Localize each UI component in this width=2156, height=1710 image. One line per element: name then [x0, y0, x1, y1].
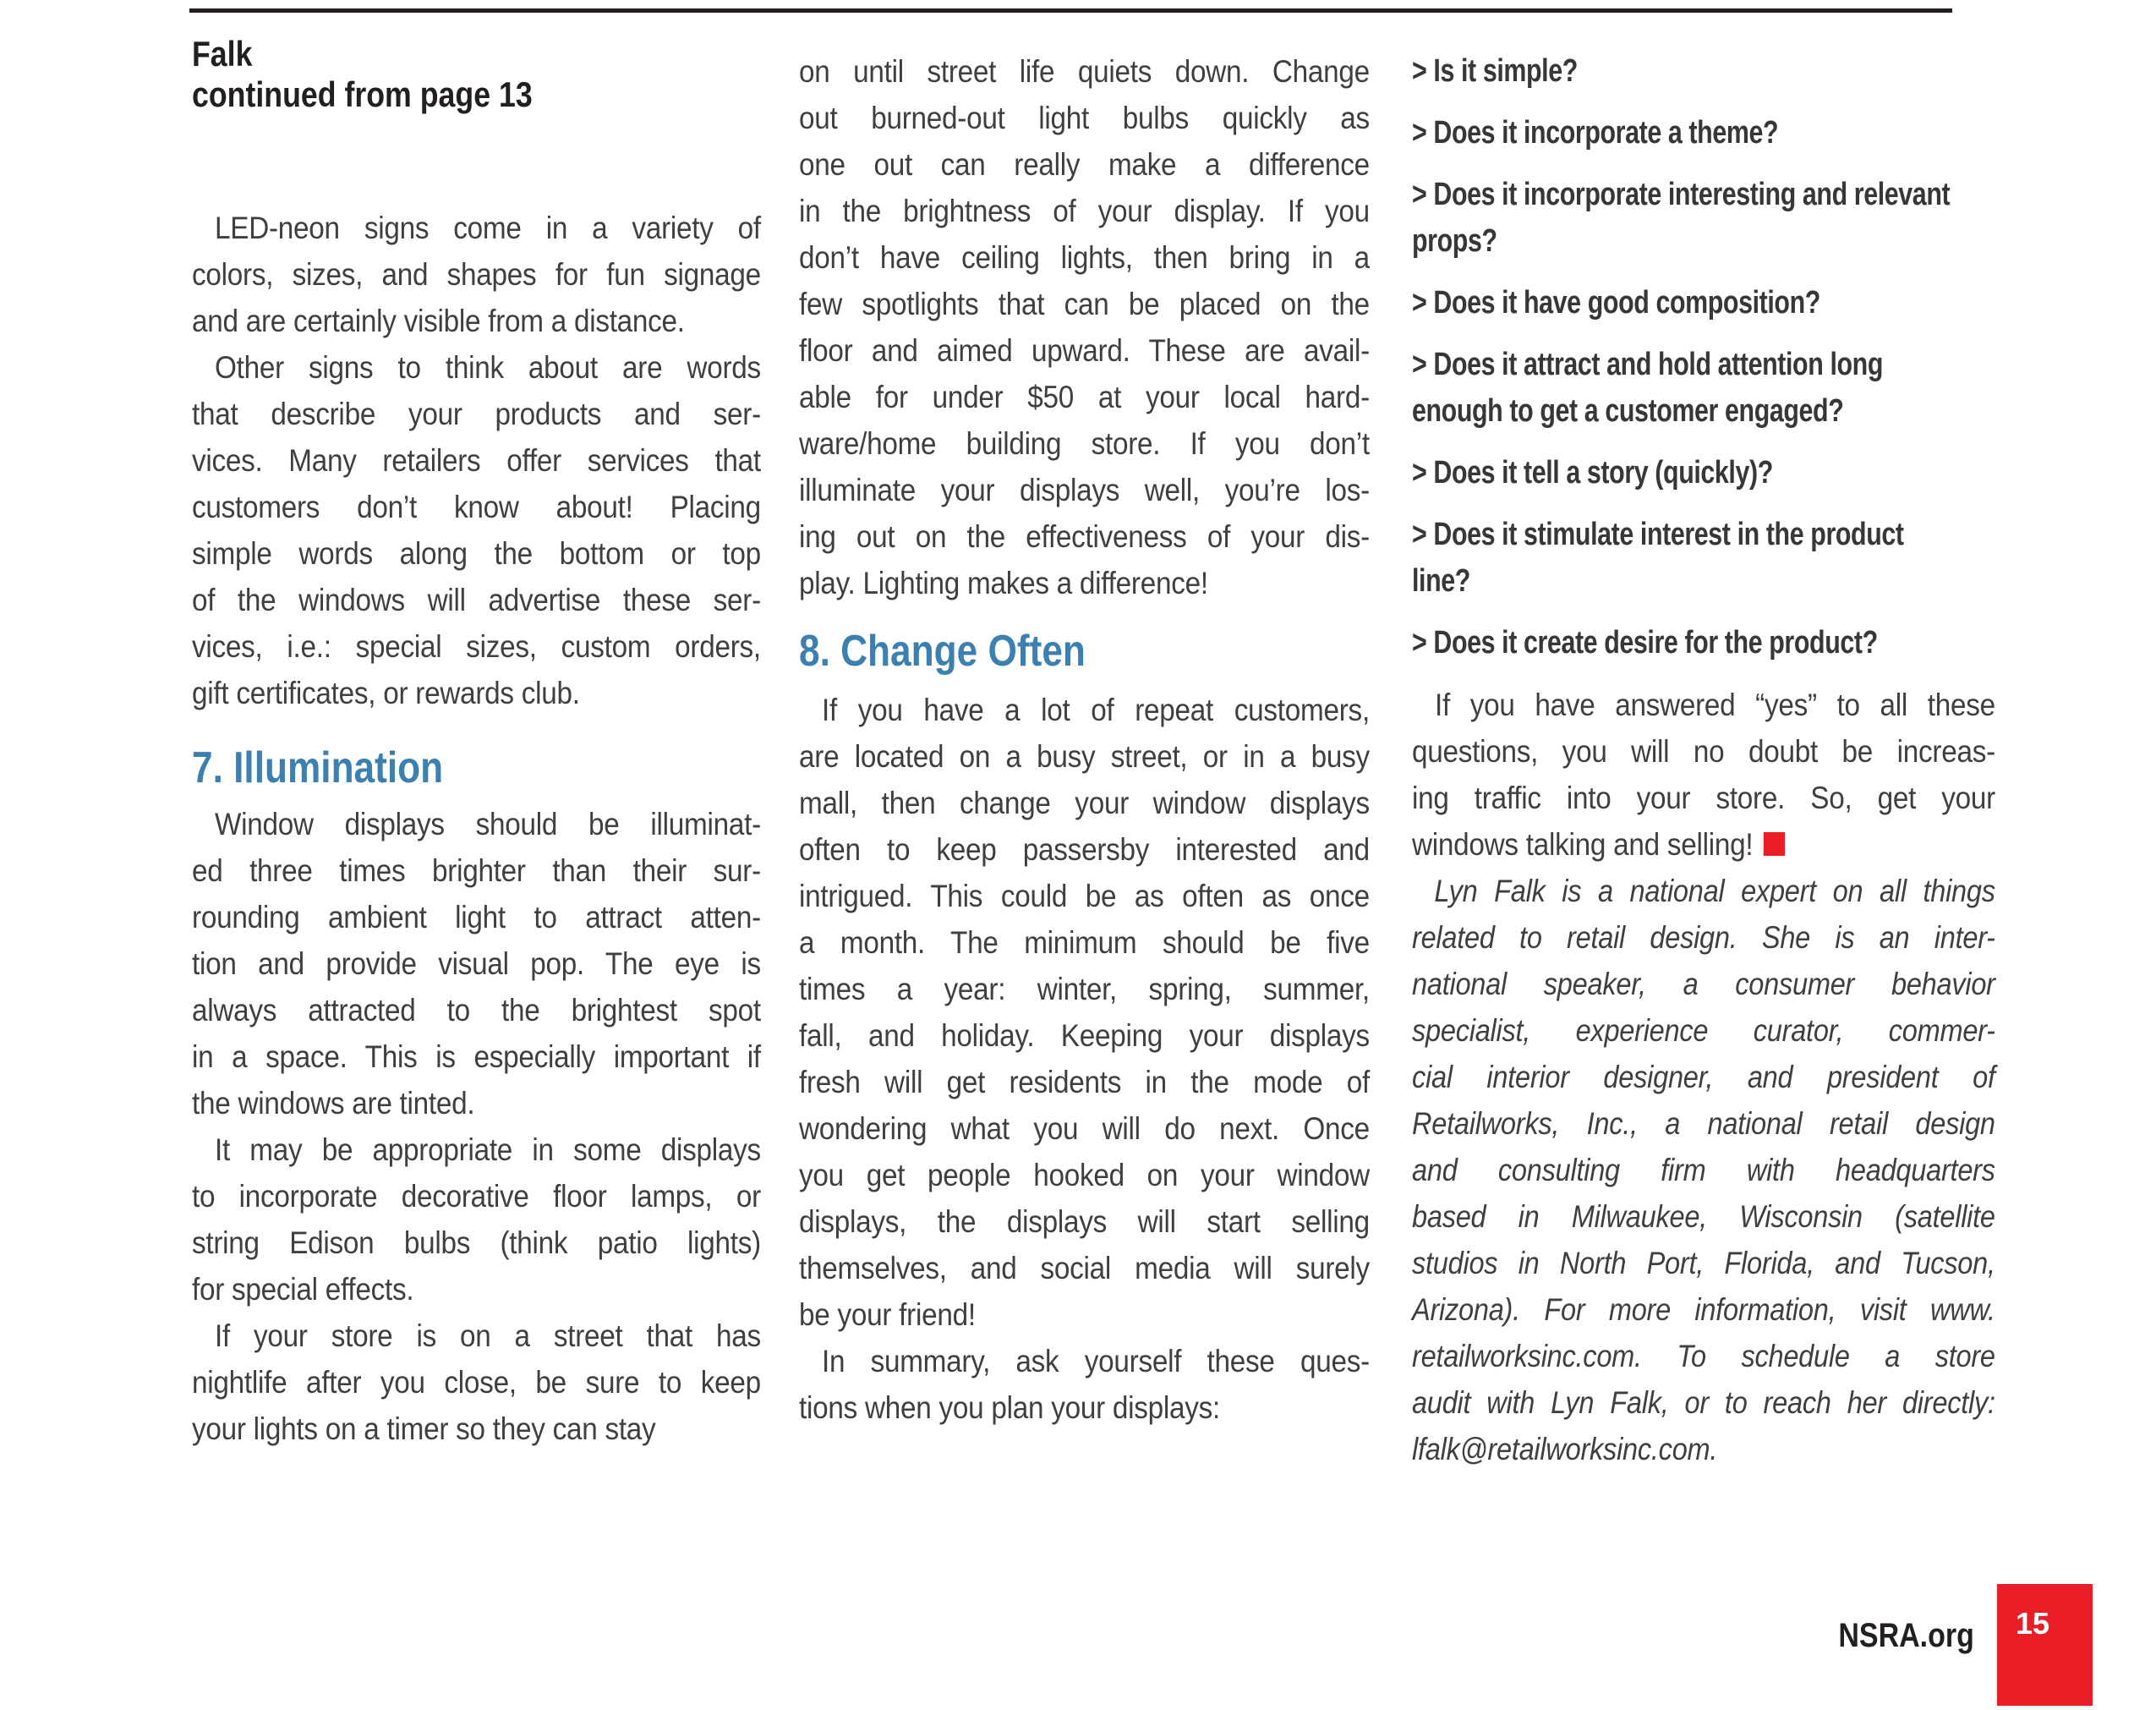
text-line: you get people hooked on your window	[799, 1158, 1370, 1192]
text-line: ing traffic into your store. So, get your	[1412, 781, 1995, 815]
text-line: If you have a lot of repeat customers,	[822, 693, 1370, 727]
checklist-item	[1412, 280, 1995, 326]
text-line: themselves, and social media will surely	[799, 1251, 1370, 1285]
checklist-item-line: > Does it incorporate interesting and relevant	[1412, 177, 1951, 212]
text-line: ed three times brighter than their sur-	[192, 853, 761, 888]
red-square-icon	[1764, 832, 1785, 856]
checklist-item	[1412, 110, 1995, 156]
text-line: related to retail design. She is an inter-	[1412, 920, 1995, 955]
paragraph	[192, 205, 761, 344]
section-heading: 7. Illumination	[192, 743, 444, 792]
text-line: questions, you will no doubt be increas-	[1412, 734, 1995, 769]
text-line: Lyn Falk is a national expert on all things	[1434, 874, 1995, 908]
text-line: mall, then change your window displays	[799, 786, 1370, 820]
text-line: be your friend!	[799, 1297, 976, 1332]
checklist-item-line: > Is it simple?	[1412, 53, 1578, 89]
text-line: nightlife after you close, be sure to keep	[192, 1365, 761, 1400]
checklist-item-line: > Does it have good composition?	[1412, 285, 1820, 321]
text-line: fresh will get residents in the mode of	[799, 1065, 1370, 1099]
text-line: tion and provide visual pop. The eye is	[192, 946, 761, 981]
checklist-item	[1412, 512, 1995, 605]
checklist-item-line: line?	[1412, 563, 1470, 599]
text-line: audit with Lyn Falk, or to reach her directly:	[1412, 1385, 1995, 1420]
text-line: gift certificates, or rewards club.	[192, 676, 580, 710]
continued-heading-line: Falk	[192, 34, 253, 74]
paragraph	[1412, 682, 1995, 868]
text-line: specialist, experience curator, commer-	[1412, 1013, 1995, 1048]
paragraph	[799, 1338, 1370, 1431]
text-line: one out can really make a difference	[799, 147, 1370, 182]
questions-list	[1412, 48, 1995, 666]
text-line: vices, i.e.: special sizes, custom orders,	[192, 629, 761, 664]
text-line: illuminate your displays well, you’re los-	[799, 473, 1370, 507]
checklist-item-line: props?	[1412, 223, 1497, 259]
text-line: Window displays should be illuminat-	[215, 807, 761, 841]
checklist-item-line: > Does it create desire for the product?	[1412, 625, 1878, 660]
bio-paragraph	[1412, 868, 1995, 1472]
text-line: retailworksinc.com. To schedule a store	[1412, 1339, 1995, 1373]
checklist-item-line: > Does it incorporate a theme?	[1412, 115, 1779, 151]
text-line: your lights on a timer so they can stay	[192, 1411, 656, 1446]
continued-heading-line: continued from page 13	[192, 74, 533, 114]
text-line: lfalk@retailworksinc.com.	[1412, 1432, 1718, 1466]
text-line: tions when you plan your displays:	[799, 1390, 1221, 1425]
text-line: windows talking and selling!	[1412, 821, 1995, 868]
column-left	[192, 0, 761, 1452]
column-middle	[799, 0, 1370, 1431]
checklist-item	[1412, 48, 1995, 95]
paragraph	[192, 1126, 761, 1313]
column-right	[1412, 0, 1995, 1472]
text-line: for special effects.	[192, 1272, 414, 1307]
checklist-item-line: > Does it stimulate interest in the product	[1412, 517, 1904, 552]
text-line: often to keep passersby interested and	[799, 832, 1370, 867]
text-line: Arizona). For more information, visit www.	[1412, 1292, 1995, 1327]
continued-heading	[192, 34, 761, 115]
checklist-item-line: > Does it attract and hold attention long	[1412, 347, 1883, 382]
text-line: and are certainly visible from a distance.	[192, 304, 685, 338]
text-line: cial interior designer, and president of	[1412, 1060, 1995, 1094]
checklist-item	[1412, 620, 1995, 666]
paragraph	[799, 687, 1370, 1338]
text-line: out burned-out light bulbs quickly as	[799, 101, 1370, 135]
section-heading: 8. Change Often	[799, 627, 1086, 676]
text-line: colors, sizes, and shapes for fun signage	[192, 257, 761, 292]
text-line: wondering what you will do next. Once	[799, 1111, 1370, 1146]
text-line: on until street life quiets down. Change	[799, 54, 1370, 89]
text-line: in the brightness of your display. If you	[799, 194, 1370, 228]
footer-site-url: NSRA.org	[1838, 1617, 1974, 1654]
text-line: ware/home building store. If you don’t	[799, 426, 1370, 461]
text-line: few spotlights that can be placed on the	[799, 287, 1370, 321]
text-line: It may be appropriate in some displays	[215, 1132, 761, 1167]
page-number-box	[1997, 1584, 2093, 1706]
paragraph	[192, 1313, 761, 1452]
checklist-item-line: > Does it tell a story (quickly)?	[1412, 455, 1773, 491]
text-line: don’t have ceiling lights, then bring in a	[799, 240, 1370, 275]
text-line: to incorporate decorative floor lamps, or	[192, 1179, 761, 1214]
text-line: intrigued. This could be as often as once	[799, 879, 1370, 913]
text-line: a month. The minimum should be five	[799, 925, 1370, 960]
text-line: If your store is on a street that has	[215, 1318, 761, 1353]
text-line: of the windows will advertise these ser-	[192, 583, 761, 617]
text-line: and consulting firm with headquarters	[1412, 1153, 1995, 1187]
text-line: studios in North Port, Florida, and Tucson,	[1412, 1246, 1995, 1280]
text-line: Retailworks, Inc., a national retail design	[1412, 1106, 1995, 1141]
text-line: displays, the displays will start selling	[799, 1204, 1370, 1239]
paragraph	[799, 48, 1370, 606]
checklist-item	[1412, 172, 1995, 265]
text-line: If you have answered “yes” to all these	[1435, 688, 1995, 722]
text-line: able for under $50 at your local hard-	[799, 380, 1370, 414]
text-line: simple words along the bottom or top	[192, 536, 761, 571]
text-line: that describe your products and ser-	[192, 397, 761, 431]
checklist-item-line: enough to get a customer engaged?	[1412, 393, 1844, 429]
text-line: times a year: winter, spring, summer,	[799, 972, 1370, 1006]
text-line: string Edison bulbs (think patio lights)	[192, 1225, 761, 1260]
text-line: always attracted to the brightest spot	[192, 993, 761, 1028]
text-line: in a space. This is especially important if	[192, 1039, 761, 1074]
text-line: national speaker, a consumer behavior	[1412, 967, 1995, 1001]
text-line: In summary, ask yourself these ques-	[822, 1344, 1370, 1378]
paragraph	[192, 801, 761, 1126]
text-line: floor and aimed upward. These are avail-	[799, 333, 1370, 368]
text-line: LED-neon signs come in a variety of	[215, 211, 761, 245]
text-line: rounding ambient light to attract atten-	[192, 900, 761, 934]
page-number: 15	[2016, 1606, 2050, 1641]
checklist-item	[1412, 342, 1995, 435]
text-line: based in Milwaukee, Wisconsin (satellite	[1412, 1199, 1995, 1234]
text-line: ing out on the effectiveness of your dis-	[799, 519, 1370, 554]
paragraph	[192, 344, 761, 716]
text-line: Other signs to think about are words	[215, 350, 761, 385]
checklist-item	[1412, 450, 1995, 496]
text-line: fall, and holiday. Keeping your displays	[799, 1018, 1370, 1053]
text-line: the windows are tinted.	[192, 1086, 475, 1121]
text-line: play. Lighting makes a difference!	[799, 566, 1208, 600]
text-line: customers don’t know about! Placing	[192, 490, 761, 524]
text-line: vices. Many retailers offer services that	[192, 443, 761, 478]
text-line: are located on a busy street, or in a busy	[799, 739, 1370, 774]
